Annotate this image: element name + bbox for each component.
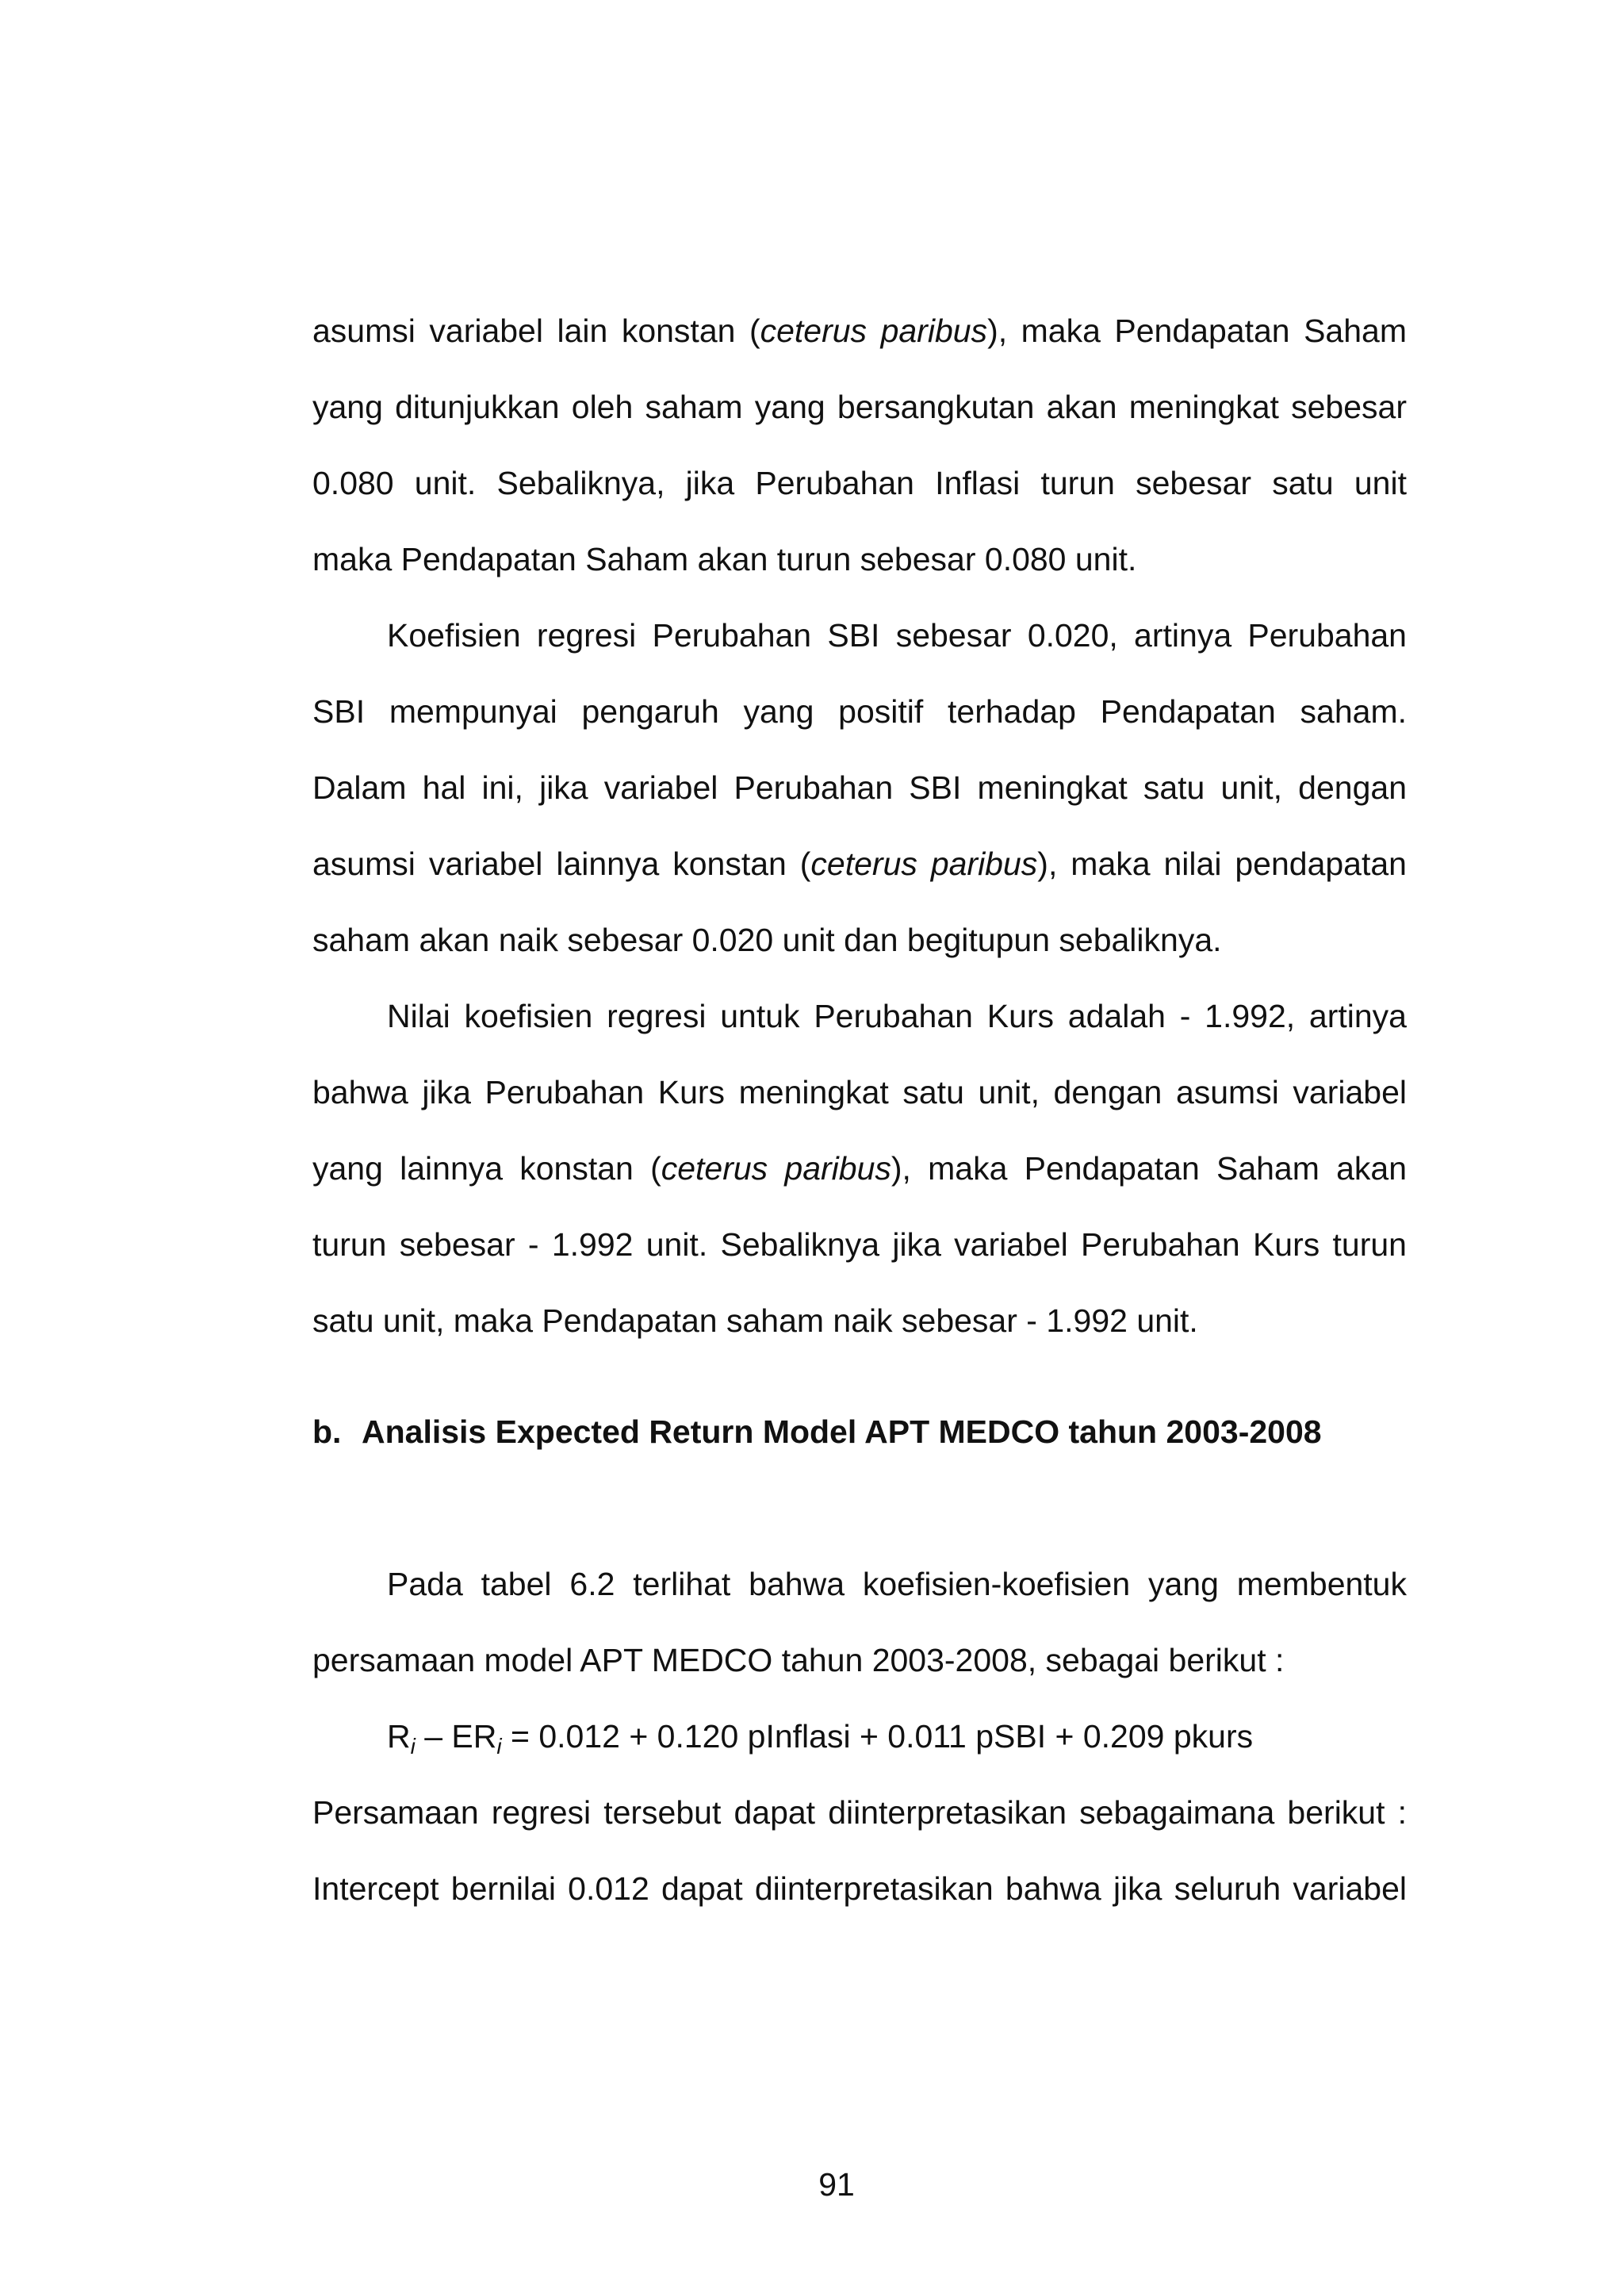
regression-equation	[312, 1711, 1407, 1787]
paragraph-1-line-2: yang ditunjukkan oleh saham yang bersangkutan akan meningkat sebesar	[312, 389, 1407, 425]
paragraph-1-line-4: maka Pendapatan Saham akan turun sebesar 0.080 unit.	[312, 541, 1137, 577]
page-number: 91	[818, 2166, 855, 2203]
paragraph-2-line-5: saham akan naik sebesar 0.020 unit dan begitupun sebaliknya.	[312, 922, 1222, 958]
text-run: asumsi variabel lain konstan (	[312, 313, 760, 349]
section-title: Analisis Expected Return Model APT MEDCO tahun 2003-2008	[362, 1413, 1322, 1450]
paragraph-4-line-1: Pada tabel 6.2 terlihat bahwa koefisien-koefisien yang membentuk	[387, 1566, 1407, 1602]
text-run: yang lainnya konstan (	[312, 1150, 661, 1187]
paragraph-5-line-2: Intercept bernilai 0.012 dapat diinterpretasikan bahwa jika seluruh variabel	[312, 1870, 1407, 1907]
italic-term: ceterus paribus	[810, 846, 1038, 882]
paragraph-3-line-1: Nilai koefisien regresi untuk Perubahan Kurs adalah - 1.992, artinya	[387, 998, 1407, 1034]
equation-term: – ER	[415, 1718, 497, 1755]
italic-term: ceterus paribus	[760, 313, 988, 349]
equation-subscript: i	[410, 1734, 416, 1758]
paragraph-4-line-2: persamaan model APT MEDCO tahun 2003-2008, sebagai berikut :	[312, 1642, 1285, 1678]
paragraph-2-line-1: Koefisien regresi Perubahan SBI sebesar 0.020, artinya Perubahan	[387, 617, 1407, 654]
text-run: ), maka nilai pendapatan	[1037, 846, 1407, 882]
paragraph-3-line-4: turun sebesar - 1.992 unit. Sebaliknya jika variabel Perubahan Kurs turun	[312, 1226, 1407, 1263]
page-body	[312, 305, 1407, 1939]
section-marker: b.	[312, 1413, 342, 1450]
equation-subscript: i	[496, 1734, 502, 1758]
equation-term: = 0.012 + 0.120 pInflasi + 0.011 pSBI + 0.209 pkurs	[501, 1718, 1254, 1755]
text-run: ), maka Pendapatan Saham akan	[891, 1150, 1407, 1187]
paragraph-2-line-4	[312, 838, 1407, 915]
equation-term: R	[387, 1718, 411, 1755]
section-heading	[312, 1406, 1407, 1457]
paragraph-3-line-2: bahwa jika Perubahan Kurs meningkat satu unit, dengan asumsi variabel	[312, 1074, 1407, 1110]
text-run: ), maka Pendapatan Saham	[987, 313, 1407, 349]
paragraph-3-line-5: satu unit, maka Pendapatan saham naik sebesar - 1.992 unit.	[312, 1302, 1198, 1339]
paragraph-3-line-3	[312, 1143, 1407, 1219]
paragraph-2-line-2: SBI mempunyai pengaruh yang positif terhadap Pendapatan saham.	[312, 693, 1407, 730]
paragraph-1-line-3: 0.080 unit. Sebaliknya, jika Perubahan Inflasi turun sebesar satu unit	[312, 465, 1407, 501]
paragraph-2-line-3: Dalam hal ini, jika variabel Perubahan SBI meningkat satu unit, dengan	[312, 769, 1407, 806]
paragraph-1-line-1	[312, 305, 1407, 382]
italic-term: ceterus paribus	[661, 1150, 891, 1187]
text-run: asumsi variabel lainnya konstan (	[312, 846, 811, 882]
paragraph-5-line-1: Persamaan regresi tersebut dapat diinterpretasikan sebagaimana berikut :	[312, 1794, 1407, 1831]
